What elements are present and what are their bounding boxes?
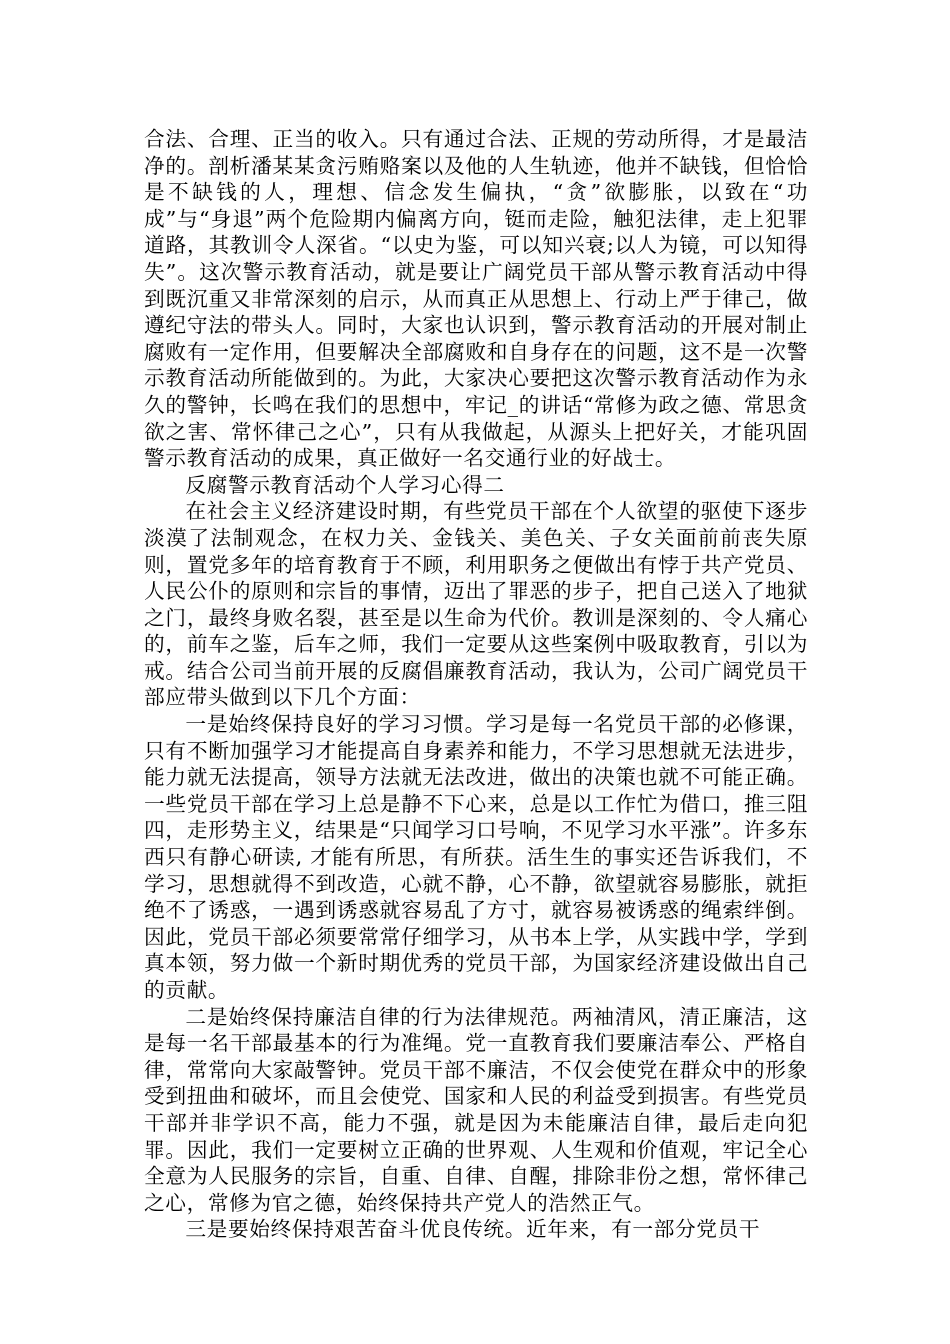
paragraph-intro: 在社会主义经济建设时期，有些党员干部在个人欲望的驱使下逐步淡漠了法制观念，在权力关、金钱关、美色关、子女关面前前丧失原则，置党多年的培育教育于不顾，利用职务之便做出有悖于共产党员、人民公仆的原则和宗旨的事情，迈出了罪恶的步子，把自己送入了地狱之门，最终身败名裂，甚至是以生命为代价。教训是深刻的、令人痛心的，前车之鉴，后车之师，我们一定要从这些案例中吸取教育，引以为戒。结合公司当前开展的反腐倡廉教育活动，我认为，公司广阔党员干部应带头做到以下几个方面：	[144, 499, 808, 710]
paragraph-point-two: 二是始终保持廉洁自律的行为法律规范。两袖清风，清正廉洁，这是每一名干部最基本的行为准绳。党一直教育我们要廉洁奉公、严格自律，常常向大家敲警钟。党员干部不廉洁，不仅会使党在群众中的形象受到扭曲和破坏，而且会使党、国家和人民的利益受到损害。有些党员干部并非学识不高，能力不强，就是因为未能廉洁自律，最后走向犯罪。因此，我们一定要树立正确的世界观、人生观和价值观，牢记全心全意为人民服务的宗旨，自重、自律、自醒，排除非份之想，常怀律己之心，常修为官之德，始终保持共产党人的浩然正气。	[144, 1004, 808, 1215]
document-body	[144, 126, 808, 1243]
paragraph-continuation: 合法、合理、正当的收入。只有通过合法、正规的劳动所得，才是最洁净的。剖析潘某某贪污贿赂案以及他的人生轨迹，他并不缺钱，但恰恰是不缺钱的人，理想、信念发生偏执，“贪”欲膨胀，以致在“功成”与“身退”两个危险期内偏离方向，铤而走险，触犯法律，走上犯罪道路，其教训令人深省。“以史为鉴，可以知兴衰;以人为镜，可以知得失”。这次警示教育活动，就是要让广阔党员干部从警示教育活动中得到既沉重又非常深刻的启示，从而真正从思想上、行动上严于律己，做遵纪守法的带头人。同时，大家也认识到，警示教育活动的开展对制止腐败有一定作用，但要解决全部腐败和自身存在的问题，这不是一次警示教育活动所能做到的。为此，大家决心要把这次警示教育活动作为永久的警钟，长鸣在我们的思想中，牢记_的讲话“常修为政之德、常思贪欲之害、常怀律己之心”，只有从我做起，从源头上把好关，才能巩固警示教育活动的成果，真正做好一名交通行业的好战士。	[144, 127, 808, 471]
paragraph-point-three: 三是要始终保持艰苦奋斗优良传统。近年来，有一部分党员干	[185, 1217, 761, 1242]
paragraph-point-one: 一是始终保持良好的学习习惯。学习是每一名党员干部的必修课，只有不断加强学习才能提高自身素养和能力，不学习思想就无法进步，能力就无法提高，领导方法就无法改进，做出的决策也就不可能正确。一些党员干部在学习上总是静不下心来，总是以工作忙为借口，推三阻四，走形势主义，结果是“只闻学习口号响，不见学习水平涨”。许多东西只有静心研读, 才能有所思，有所获。活生生的事实还告诉我们，不学习，思想就得不到改造，心就不静，心不静，欲望就容易膨胀，就拒绝不了诱惑，一遇到诱惑就容易乱了方寸，就容易被诱惑的绳索绊倒。因此，党员干部必须要常常仔细学习，从书本上学，从实践中学，学到真本领，努力做一个新时期优秀的党员干部，为国家经济建设做出自己的贡献。	[144, 712, 808, 1002]
section-heading: 反腐警示教育活动个人学习心得二	[185, 472, 505, 497]
